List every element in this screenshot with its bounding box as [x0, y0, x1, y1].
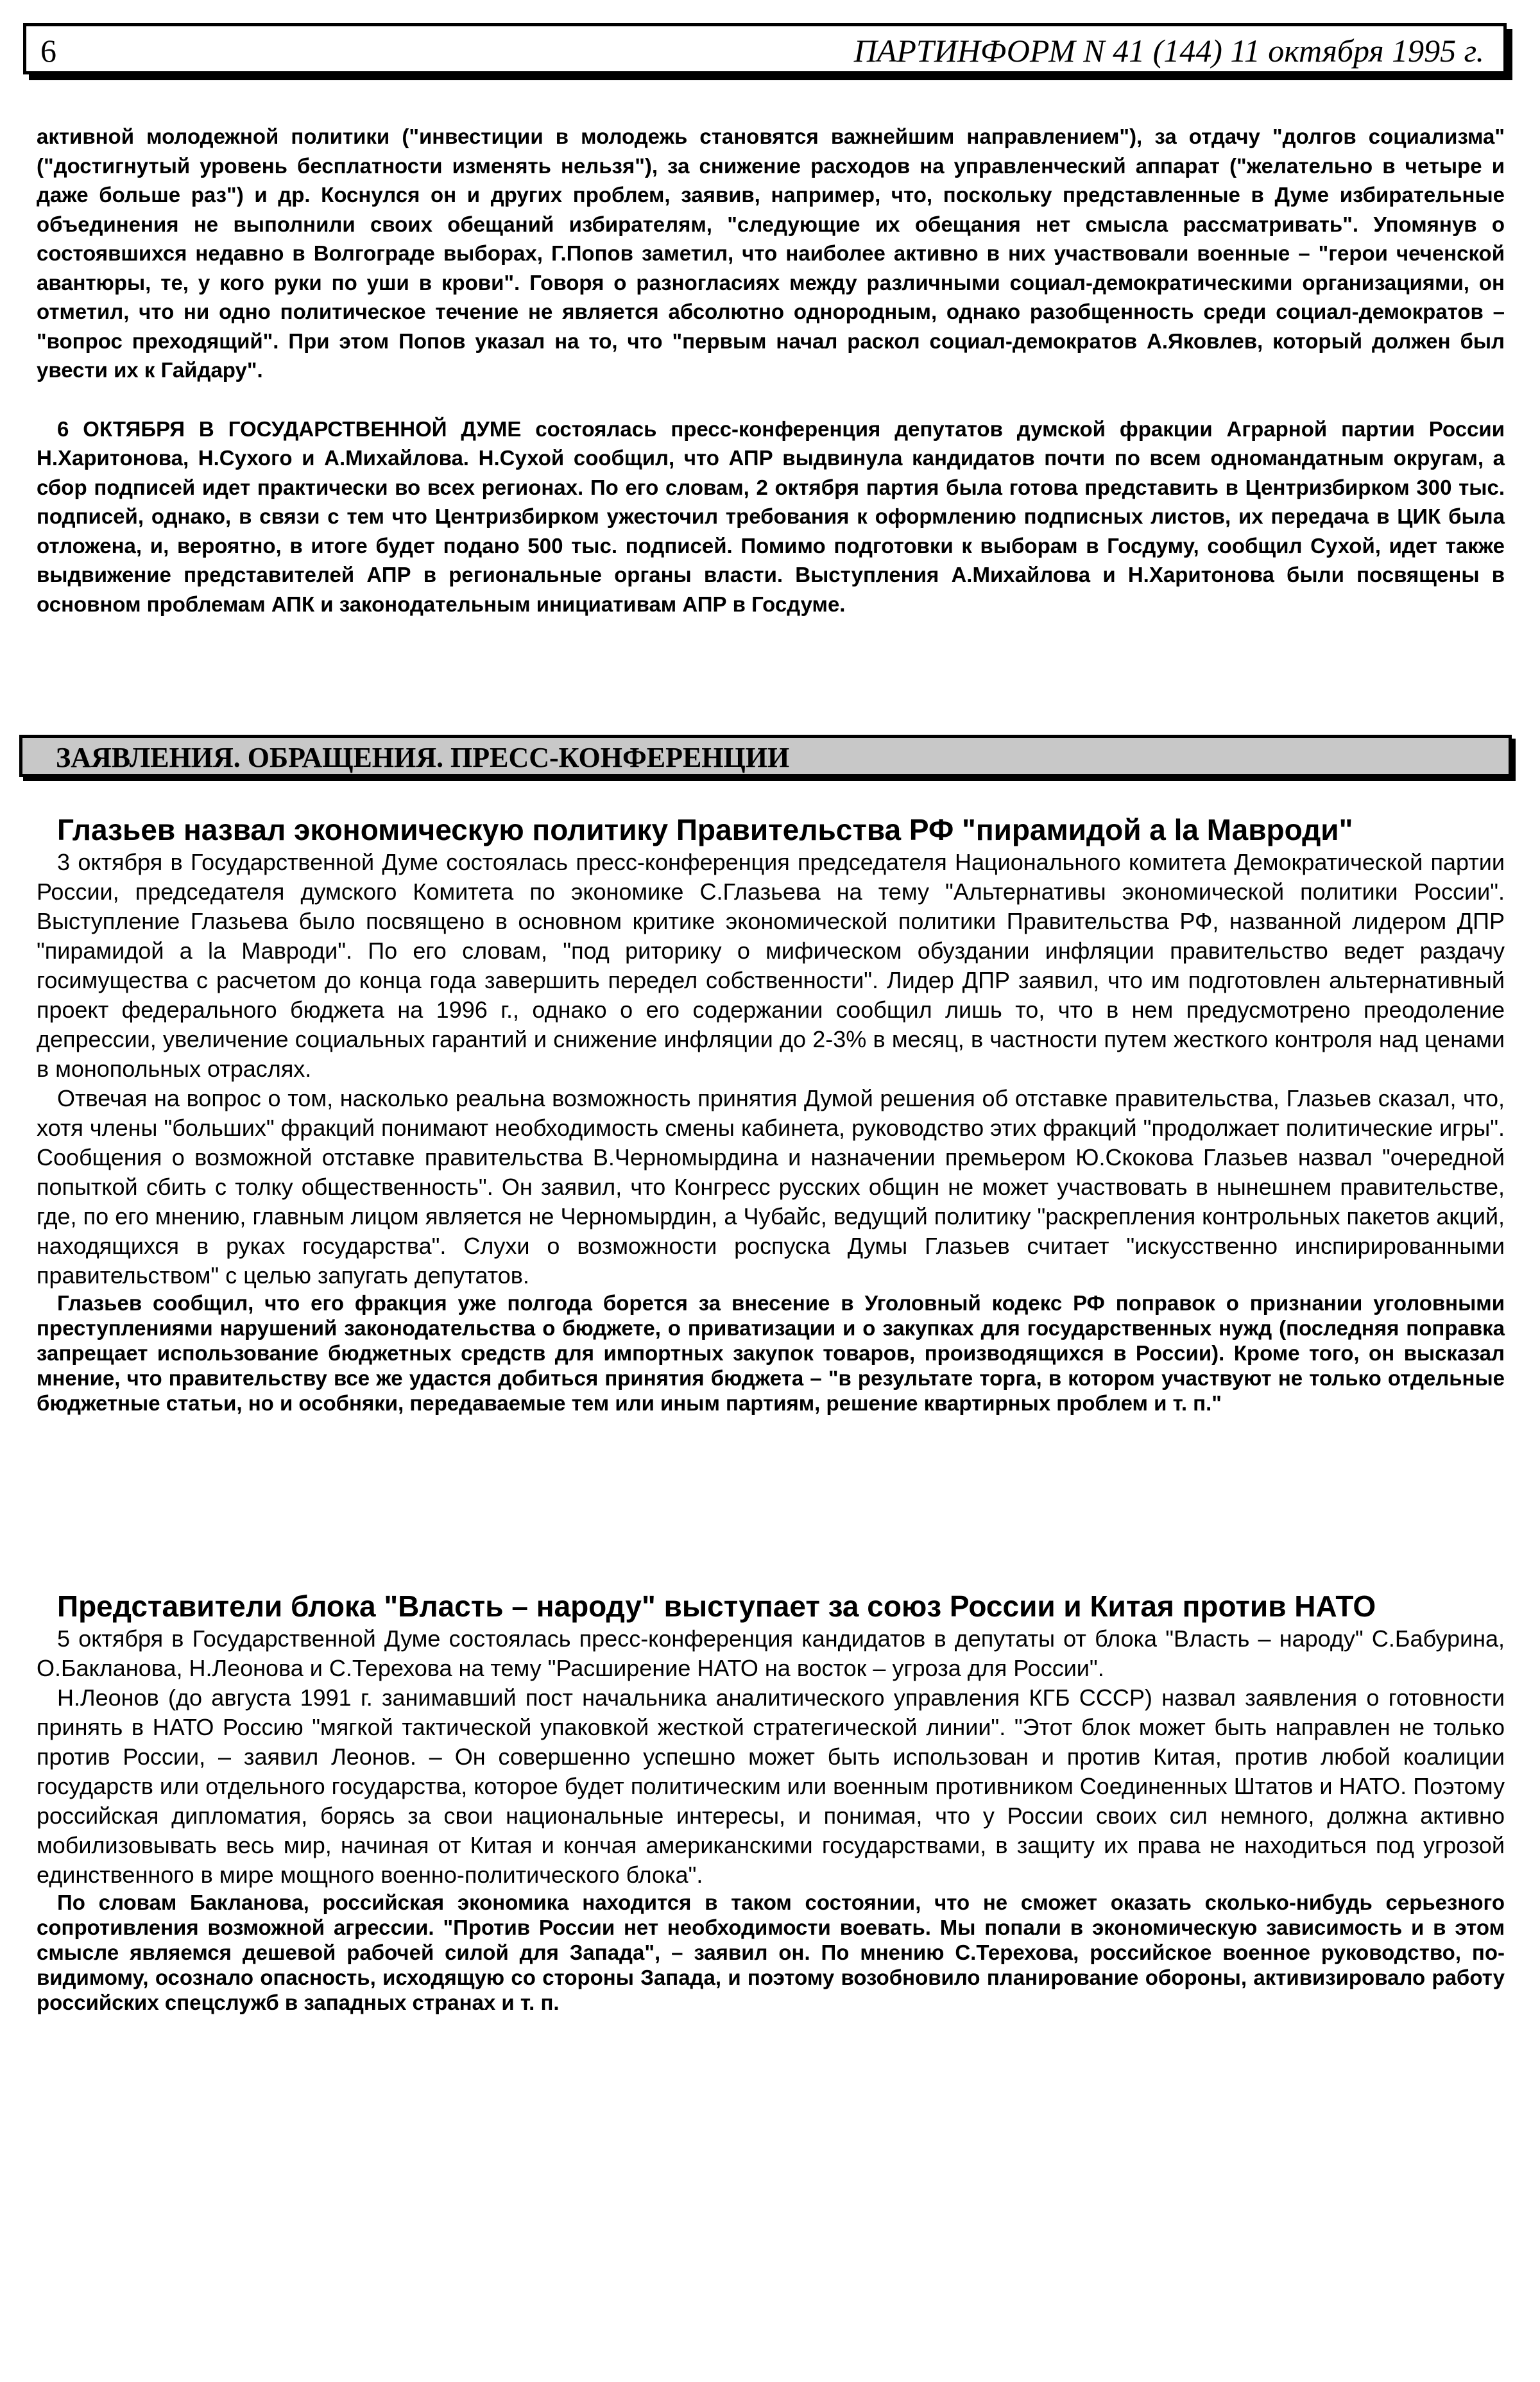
page-number: 6	[40, 33, 56, 69]
article-paragraph: 5 октября в Государственной Думе состоялась пресс-конференция кандидатов в депутаты от блока "Власть – народу" С.Бабурина, О.Бакланова, Н.Леонова и С.Терехова на тему "Расширение НАТО на восток – угроза для России".	[37, 1625, 1505, 1681]
article-paragraph-bold: Глазьев сообщил, что его фракция уже полгода борется за внесение в Уголовный кодекс РФ поправок о признании уголовными преступлениями нарушений законодательства о бюджете, о приватизации и о закупках для государственных нужд (последняя поправка запрещает использование бюджетных средств для импортных закупок товаров, производящихся в России). Кроме того, он высказал мнение, что правительству все же удастся добиться принятия бюджета – "в результате торга, в котором участвуют не только отдельные бюджетные статьи, но и особняки, передаваемые тем или иным партиям, решение квартирных проблем и т. п."	[37, 1291, 1505, 1415]
article-glazyev	[37, 812, 1505, 1416]
intro-paragraph-1: активной молодежной политики ("инвестиции в молодежь становятся важнейшим направлением"), за отдачу "долгов социализма" ("достигнутый уровень бесплатности изменять нельзя"), за снижение расходов на управленческий аппарат ("желательно в четыре и даже больше раз") и др. Коснулся он и других проблем, заявив, например, что, поскольку представленные в Думе избирательные объединения не выполнили своих обещаний избирателям, "следующие их обещания нет смысла рассматривать". Упомянув о состоявшихся недавно в Волгограде выборах, Г.Попов заметил, что наиболее активно в них участвовали военные – "герои чеченской авантюры, те, у кого руки по уши в крови". Говоря о разногласиях между различными социал-демократическими организациями, он отметил, что ни одно политическое течение не является абсолютно однородным, однако разобщенность среди социал-демократов – "вопрос преходящий". При этом Попов указал на то, что "первым начал раскол социал-демократов А.Яковлев, который должен был увести их к Гайдару".	[37, 124, 1505, 382]
section-title: ЗАЯВЛЕНИЯ. ОБРАЩЕНИЯ. ПРЕСС-КОНФЕРЕНЦИИ	[56, 742, 790, 773]
article-headline: Представители блока "Власть – народу" выступает за союз России и Китая против НАТО	[57, 1589, 1376, 1623]
publication-title: ПАРТИНФОРМ N 41 (144) 11 октября 1995 г.	[853, 33, 1484, 69]
page-header	[23, 23, 1507, 74]
section-banner	[19, 735, 1512, 777]
article-headline: Глазьев назвал экономическую политику Правительства РФ "пирамидой а la Мавроди"	[57, 813, 1353, 846]
article-paragraph: 3 октября в Государственной Думе состоялась пресс-конференция председателя Национального комитета Демократической партии России, председателя думского Комитета по экономике С.Глазьева на тему "Альтернативы экономической политики России". Выступление Глазьева было посвящено в основном критике экономической политики Правительства РФ, названной лидером ДПР "пирамидой а la Мавроди". По его словам, "под риторику о мифическом обуздании инфляции правительство ведет раздачу госимущества с расчетом до конца года завершить передел собственности". Лидер ДПР заявил, что им подготовлен альтернативный проект федерального бюджета на 1996 г., однако о его содержании сообщил лишь то, что в нем предусмотрено преодоление депрессии, увеличение социальных гарантий и снижение инфляции до 2-3% в месяц, в частности путем жесткого контроля над ценами в монопольных отраслях.	[37, 849, 1505, 1082]
paragraph-spacer	[37, 385, 1505, 415]
article-paragraph-bold: По словам Бакланова, российская экономика находится в таком состоянии, что не сможет оказать сколько-нибудь серьезного сопротивления возможной агрессии. "Против России нет необходимости воевать. Мы попали в экономическую зависимость и в этом смысле являемся дешевой рабочей силой для Запада", – заявил он. По мнению С.Терехова, российское военное руководство, по-видимому, осознало опасность, исходящую со стороны Запада, и поэтому возобновило планирование обороны, активизировало работу российских спецслужб в западных странах и т. п.	[37, 1890, 1505, 2014]
article-paragraph: Отвечая на вопрос о том, насколько реальна возможность принятия Думой решения об отставке правительства, Глазьев сказал, что, хотя члены "больших" фракций понимают необходимость смены кабинета, руководство этих фракций "продолжает политические игры". Сообщения о возможной отставке правительства В.Черномырдина и назначении премьером Ю.Скокова Глазьев назвал "очередной попыткой сбить с толку общественность". Он заявил, что Конгресс русских общин не может участвовать в нынешнем правительстве, где, по его мнению, главным лицом является не Черномырдин, а Чубайс, ведущий политику "раскрепления контрольных пакетов акций, находящихся в руках государства". Слухи о возможности роспуска Думы Глазьев считает "искусственно инспирированными правительством" с целью запугать депутатов.	[37, 1085, 1505, 1289]
article-power-to-people	[37, 1588, 1505, 2015]
intro-continuation	[37, 122, 1505, 619]
intro-paragraph-2: 6 ОКТЯБРЯ В ГОСУДАРСТВЕННОЙ ДУМЕ состоялась пресс-конференция депутатов думской фракции Аграрной партии России Н.Харитонова, Н.Сухого и А.Михайлова. Н.Сухой сообщил, что АПР выдвинула кандидатов почти по всем одномандатным округам, а сбор подписей идет практически во всех регионах. По его словам, 2 октября партия была готова представить в Центризбирком 300 тыс. подписей, однако, в связи с тем что Центризбирком ужесточил требования к оформлению подписных листов, их передача в ЦИК была отложена, и, вероятно, в итоге будет подано 500 тыс. подписей. Помимо подготовки к выборам в Госдуму, сообщил Сухой, идет также выдвижение представителей АПР в региональные органы власти. Выступления А.Михайлова и Н.Харитонова были посвящены в основном проблемам АПК и законодательным инициативам АПР в Госдуме.	[37, 416, 1505, 616]
article-paragraph: Н.Леонов (до августа 1991 г. занимавший пост начальника аналитического управления КГБ СССР) назвал заявления о готовности принять в НАТО Россию "мягкой тактической упаковкой жесткой стратегической линии". "Этот блок может быть направлен не только против России, – заявил Леонов. – Он совершенно успешно может быть использован и против Китая, против любой коалиции государств или отдельного государства, которое будет политическим или военным противником Соединенных Штатов и НАТО. Поэтому российская дипломатия, борясь за свои национальные интересы, и понимая, что у России своих сил немного, должна активно мобилизовывать весь мир, начиная от Китая и кончая американскими государствами, в защиту их права не находиться под угрозой единственного в мире мощного военно-политического блока".	[37, 1684, 1505, 1888]
